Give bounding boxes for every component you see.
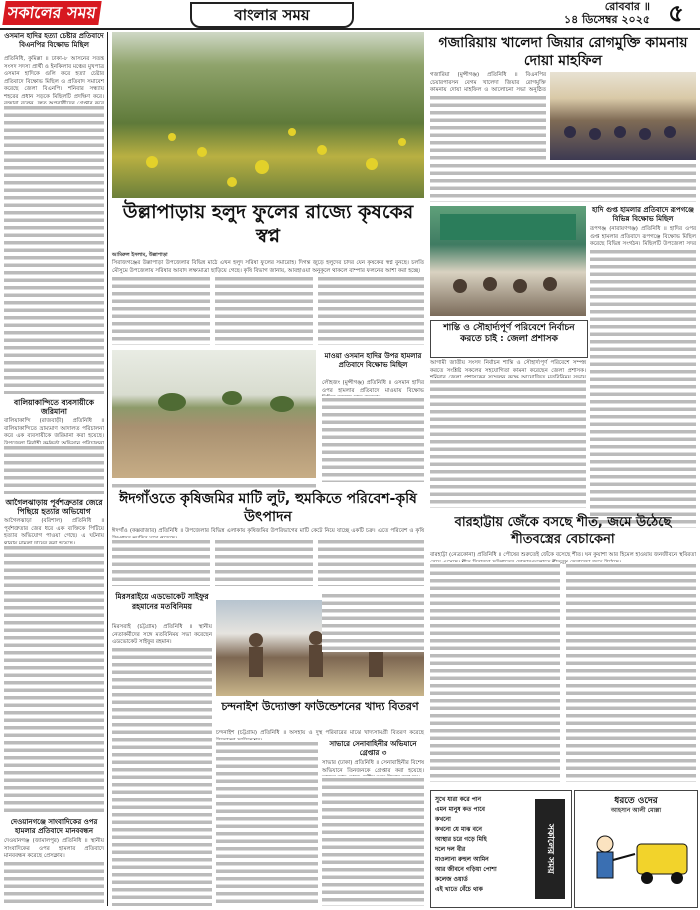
mustard-field-photo [112, 32, 424, 198]
lead-text-col-3 [318, 275, 424, 345]
gajaria-body: গজারিয়া (মুন্সীগঞ্জ) প্রতিনিধি ॥ বিএনপির চেয়ারপারসন বেগম খালেদা জিয়ার রোগমুক্তি কামনায় দোয়া মাহফিল ও আলোচনা সভা অনুষ্ঠিত [430, 72, 546, 93]
winter-headline: বারহাট্টায় জেঁকে বসছে শীত, জমে উঠেছে শীতবস্ত্রের বেচাকেনা [454, 515, 672, 547]
idgaon-body: ঈদগাঁও (কক্সবাজার) প্রতিনিধি ॥ উপজেলার বিভিন্ন এলাকায় কৃষিজমির উপরিভাগের মাটি কেটে নিয়ে যাচ্ছে একটি চক্র। এতে পরিবেশ ও কৃষি [112, 528, 424, 534]
body-left-4: দেওয়ানগঞ্জ (জামালপুর) প্রতিনিধি ॥ স্থানীয় সাংবাদিকের ওপর হামলার প্রতিবাদে মানববন্ধন করেছে প্রেসক্লাব। [4, 838, 104, 859]
headline-left-4: দেওয়ানগঞ্জে সাংবাদিকের ওপর হামলার প্রতিবাদে মানববন্ধন [10, 818, 98, 835]
ad-line: আর জীবনে গড়িয়া পোশা [435, 866, 497, 873]
dateline [470, 0, 650, 26]
gajaria-text [430, 94, 546, 160]
ad-line: আস্থার চরে গড়ে মিহি [435, 836, 487, 843]
mawa-body: লৌহজং (মুন্সীগঞ্জ) প্রতিনিধি ॥ ওসমান হাদির ওপর হামলার প্রতিবাদে মাওয়ায় বিক্ষোভ [322, 380, 424, 394]
ad-line: কখনো [435, 816, 451, 823]
lead-byline: আমিরুল ইসলাম, উল্লাপাড়া [112, 252, 168, 258]
election-headline-box [430, 320, 588, 358]
rupganj-headline: হাদি গুপ্ত হামলার প্রতিবাদে রূপগঞ্জে বিভিন্ন বিক্ষোভ মিছিল [592, 206, 694, 223]
text-block-left-3 [4, 544, 104, 814]
idgaon-headline: ঈদগাঁওতে কৃষিজমির মাটি লুট, হুমকিতে পরিবেশ-কৃষি উৎপাদন [119, 491, 417, 525]
winter-text-col-1 [430, 562, 560, 782]
day-label: রোববার ॥ [604, 0, 650, 13]
idgaon-text-col-3 [318, 538, 424, 586]
ad-line: কখনো যে মাঝ বনে [435, 826, 482, 833]
idgaon-text-col-1 [112, 538, 210, 586]
gajaria-headline: গজারিয়ায় খালেদা জিয়ার রোগমুক্তি কামনায় দোয়া মাহফিল [438, 35, 688, 69]
mirsarai-headline: মিরসরাইয়ে এডভোকেট সাইফুর রহমানের মতবিনিময় [115, 592, 209, 611]
ad-line: এই খাতে বেঁচে থাক [435, 886, 483, 893]
mustard-flowers-icon [112, 32, 424, 198]
mawa-prev-text [322, 592, 424, 652]
lead-text-col-2 [215, 275, 313, 345]
newspaper-logo: সকালের সময় [2, 1, 101, 25]
headline-left-2: বালিয়াকান্দিতে ব্যবসায়ীকে জরিমানা [14, 398, 94, 416]
chandanaish-text-col-1 [216, 740, 318, 906]
election-body: আগামী জাতীয় সংসদ নির্বাচন শান্তি ও সৌহার্দ্যপূর্ণ পরিবেশে সম্পন্ন করতে সংশ্লিষ্ট সকলের সহযোগিতা কামনা করেছেন জেলা প্রশাসক। [430, 360, 586, 374]
section-title: বাংলার সময় [190, 2, 354, 28]
winter-text-col-2 [566, 562, 696, 782]
savar-headline: সাভারে সেনাবাহিনীর অভিযানে গ্রেপ্তার ৩ [322, 740, 424, 758]
column-rule [107, 32, 108, 906]
masthead [0, 0, 700, 30]
body-left-2: বালিয়াকান্দি (রাজবাড়ী) প্রতিনিধি ॥ বালিয়াকান্দিতে ভ্রাম্যমাণ আদালত পরিচালনা করে এক ব্যবসায়ীকে জরিমানা করা হয়েছে। [4, 418, 104, 439]
lead-text-col-1 [112, 275, 210, 345]
savar-body: সাভার (ঢাকা) প্রতিনিধি ॥ সেনাবাহিনীর বিশেষ অভিযানে তিনজনকে গ্রেপ্তার করা হয়েছে। [322, 760, 424, 774]
ad-line: মাওলানা রুহুল আমিন [435, 856, 489, 863]
lead-headline: উল্লাপাড়ায় হলুদ ফুলের রাজ্যে কৃষকের স্বপ্ন [122, 201, 414, 247]
trees-icon [112, 350, 316, 478]
election-headline: শান্তি ও সৌহার্দ্যপূর্ণ পরিবেশে নির্বাচন করতে চাই : জেলা প্রশাসক [443, 323, 575, 344]
idgaon-text-col-2 [215, 538, 313, 586]
ad-logo: সকালের সময় [535, 799, 565, 899]
mawa-headline: মাওয়া ওসমান হাদির উপর হামলার প্রতিবাদে বিক্ষোভ মিছিল [322, 352, 424, 370]
ad-lines [435, 795, 531, 895]
photo-caption-lines [112, 482, 316, 488]
ad-line: দলে দল বীর [435, 846, 466, 853]
mirsarai-body: মিরসরাই (চট্টগ্রাম) প্রতিনিধি ॥ স্থানীয় নেতাকর্মীদের সঙ্গে মতবিনিময় সভা করেছেন এডভোকেট সাইফুর রহমান। [112, 624, 212, 645]
page-number: ৫ [668, 0, 684, 27]
gajaria-text-2 [430, 162, 696, 202]
chandanaish-headline: চন্দনাইশ উদ্যোক্তা ফাউন্ডেশনের খাদ্য বিতরণ [221, 700, 419, 713]
winter-body: বারহাট্টা (নেত্রকোনা) প্রতিনিধি ॥ পৌষের শুরুতেই জেঁকে বসেছে শীত। ঘন কুয়াশা আর হিমেল হাওয়ায় জনজীবনে স্থবিরতা শীতবস্ত্র [430, 552, 696, 566]
headline-left-3: আগৈলঝাড়ায় পূর্বশত্রুতার জেরে পিছিয়ে হত্যার অভিযোগ [5, 498, 103, 516]
ad-line: সুখে যারা করে পান [435, 796, 482, 803]
text-block-left-2 [4, 444, 104, 494]
farmland-photo [112, 350, 316, 478]
rupganj-body: রূপগঞ্জ (নারায়ণগঞ্জ) প্রতিনিধি ॥ হাদির ওপর গুপ্ত হামলার প্রতিবাদে রূপগঞ্জে বিক্ষোভ মিছিল করেছে বিভিন্ন সংগঠন। মিছিলটি উপজেলা সদর [590, 226, 696, 247]
text-block-left-4 [4, 860, 104, 906]
headline-left-1: ওসমান হাদির হত্যা চেষ্টার প্রতিবাদে বিএনপির বিক্ষোভ মিছিল [4, 32, 104, 49]
mawa-text [322, 396, 424, 482]
cartoon-box [574, 790, 698, 908]
ad-box [430, 790, 572, 908]
mirsarai-text [112, 646, 212, 906]
ad-line: কলেজ ওয়ার্ড [435, 876, 468, 883]
savar-text [322, 776, 424, 906]
cartoon-credit: আহসান আলী মোল্লা [610, 807, 662, 814]
date-label: ১৪ ডিসেম্বর ২০২৫ [564, 13, 650, 26]
banner-icon [430, 206, 586, 316]
text-block-left-1 [4, 104, 104, 394]
rupganj-text [590, 248, 696, 528]
audience-icon [550, 72, 696, 160]
body-left-3: আগৈলঝাড়া (বরিশাল) প্রতিনিধি ॥ পূর্বশত্রুতার জের ধরে এক ব্যক্তিকে পিটিয়ে হত্যার অভিযোগ পাওয়া গেছে। এ ঘটনায় [4, 518, 104, 539]
cartoon-illustration-icon [575, 814, 697, 904]
ad-line: এমন মানুষ কত পাবে [435, 806, 485, 813]
doa-mahfil-photo [550, 72, 696, 160]
chandanaish-body: চন্দনাইশ (চট্টগ্রাম) প্রতিনিধি ॥ অসহায় ও দুস্থ পরিবারের মাঝে খাদ্যসামগ্রী বিতরণ করেছে [216, 730, 424, 736]
election-text [430, 378, 586, 508]
lead-body: সিরাজগঞ্জের উল্লাপাড়া উপজেলার বিভিন্ন মাঠে এখন হলুদ সরিষা ফুলের সমারোহ। দিগন্ত জুড়ে হলুদের চাদর যেন কৃষকের স্বপ্ন বুনছে। চলতি মৌসুমে উপজেলায় সরিষার আবাদ লক্ষ্যমাত্রা ছাড়িয়ে গেছে। কৃষি বিভাগ জানায়, আবহাওয়া অনুকূলে থাকলে বাম্পার ফলনের আশা করা হচ্ছে। [112, 260, 424, 274]
cartoon-title: ধরতে ওদের [614, 796, 658, 806]
body-left-1: প্রতিনিধি, কুমিল্লা ॥ ঢাকা-৮ আসনের সতন্ত্র সংসদ সদস্য প্রার্থী ও ইনকিলাব মঞ্চের মুখপাত্র ওসমান হাদিকে গুলি করে হত্যা চেষ্টার প্রতিবাদে বিক্ষোভ মিছিল ও প্রতিবাদ সমাবেশ করেছে জেলা বিএনপি। শনিবার সন্ধ্যায় শহরের প্রধান সড়কে মিছিলটি প্রদক্ষিণ করে। [4, 56, 104, 100]
meeting-stage-photo [430, 206, 586, 316]
